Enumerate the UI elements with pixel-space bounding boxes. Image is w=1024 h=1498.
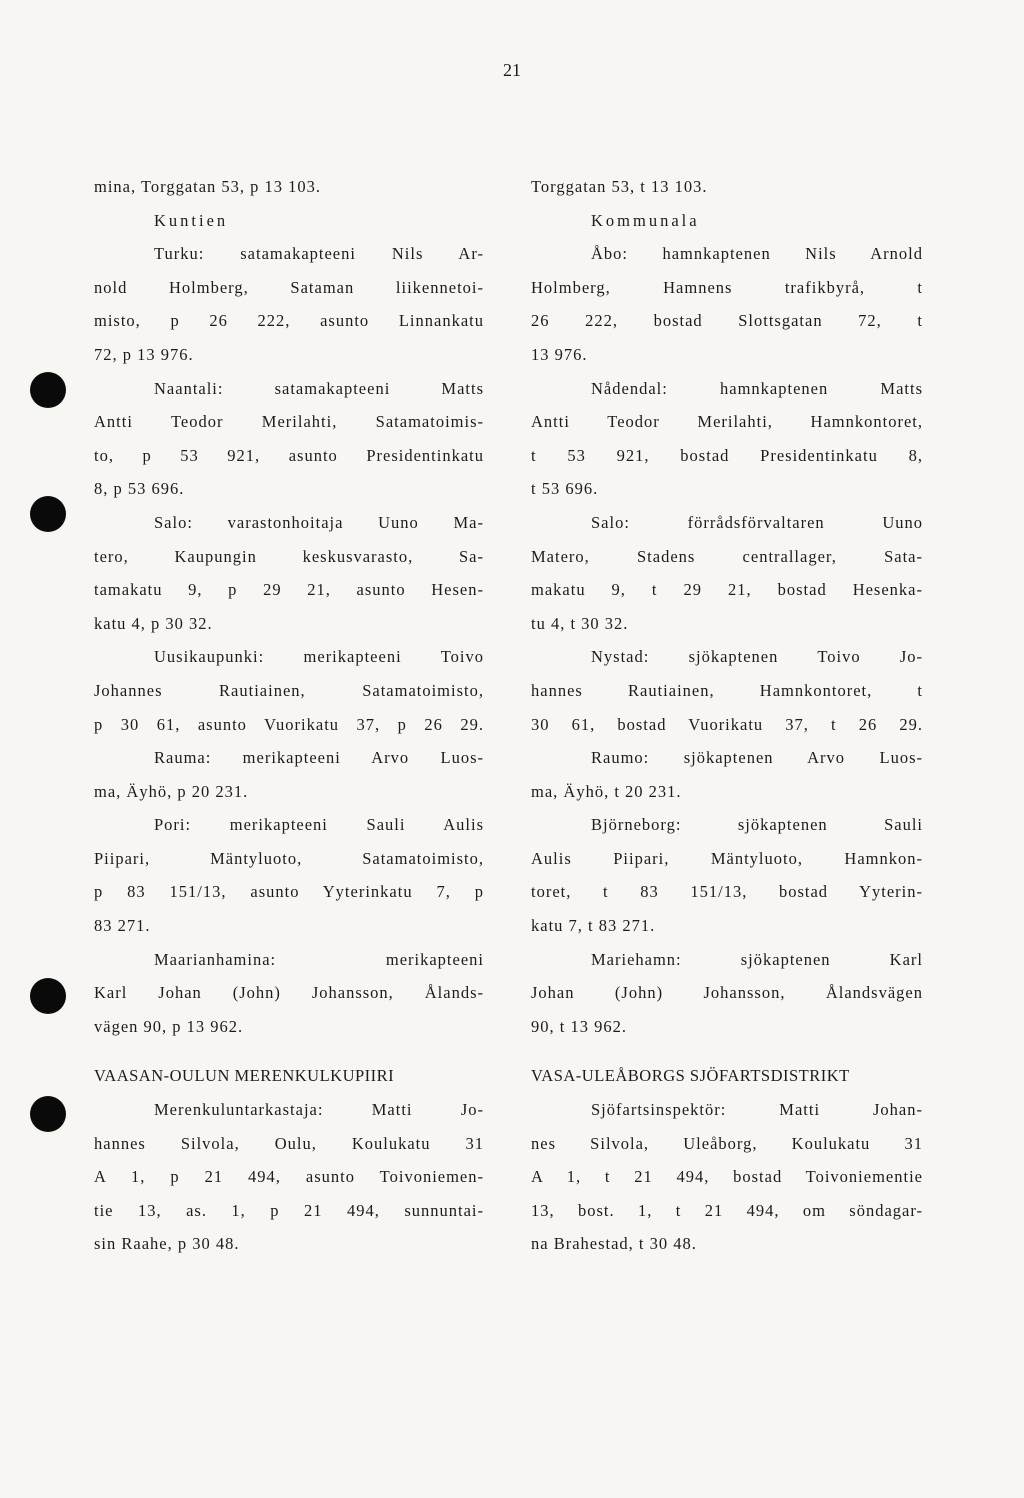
- text-line: Johannes Rautiainen, Satamatoimisto,: [94, 680, 484, 700]
- text-line: 26 222, bostad Slottsgatan 72, t: [531, 311, 923, 331]
- text-line: Nystad: sjökaptenen Toivo Jo-: [591, 647, 923, 667]
- text-line: t 53 921, bostad Presidentinkatu 8,: [531, 445, 923, 465]
- text-line: Raumo: sjökaptenen Arvo Luos-: [591, 748, 923, 768]
- text-line: A 1, t 21 494, bostad Toivoniementie: [531, 1167, 923, 1187]
- punch-hole: [30, 496, 66, 532]
- text-line: 30 61, bostad Vuorikatu 37, t 26 29.: [531, 714, 923, 734]
- finnish-text-column: [94, 170, 484, 1261]
- text-line: Björneborg: sjökaptenen Sauli: [591, 815, 923, 835]
- text-line: mina, Torggatan 53, p 13 103.: [94, 177, 322, 196]
- text-line: Piipari, Mäntyluoto, Satamatoimisto,: [94, 848, 484, 868]
- text-line: Torggatan 53, t 13 103.: [531, 177, 708, 196]
- text-line: ma, Äyhö, t 20 231.: [531, 781, 682, 801]
- text-line: toret, t 83 151/13, bostad Yyterin-: [531, 882, 923, 902]
- text-line: Karl Johan (John) Johansson, Ålands-: [94, 983, 484, 1003]
- text-line: nes Silvola, Uleåborg, Koulukatu 31: [531, 1133, 923, 1153]
- text-line: makatu 9, t 29 21, bostad Hesenka-: [531, 580, 923, 600]
- text-line: katu 4, p 30 32.: [94, 613, 213, 633]
- text-line: Turku: satamakapteeni Nils Ar-: [154, 244, 484, 264]
- text-line: na Brahestad, t 30 48.: [531, 1234, 697, 1254]
- text-line: Sjöfartsinspektör: Matti Johan-: [591, 1100, 923, 1120]
- text-line: 13, bost. 1, t 21 494, om söndagar-: [531, 1200, 923, 1220]
- text-line: Aulis Piipari, Mäntyluoto, Hamnkon-: [531, 848, 923, 868]
- swedish-text-column: [531, 170, 923, 1261]
- text-line: Pori: merikapteeni Sauli Aulis: [154, 815, 484, 835]
- text-line: Maarianhamina: merikapteeni: [154, 949, 484, 969]
- text-line: 8, p 53 696.: [94, 479, 185, 499]
- text-line: Uusikaupunki: merikapteeni Toivo: [154, 647, 484, 667]
- text-line: Holmberg, Hamnens trafikbyrå, t: [531, 277, 923, 297]
- text-line: Antti Teodor Merilahti, Hamnkontoret,: [531, 412, 923, 432]
- text-line: misto, p 26 222, asunto Linnankatu: [94, 311, 484, 331]
- text-line: to, p 53 921, asunto Presidentinkatu: [94, 445, 484, 465]
- text-line: Mariehamn: sjökaptenen Karl: [591, 949, 923, 969]
- text-line: Naantali: satamakapteeni Matts: [154, 378, 484, 398]
- text-line: tu 4, t 30 32.: [531, 613, 629, 633]
- section-heading: VAASAN-OULUN MERENKULKUPIIRI: [94, 1066, 395, 1086]
- text-line: Kommunala: [591, 210, 700, 230]
- text-line: p 83 151/13, asunto Yyterinkatu 7, p: [94, 882, 484, 902]
- text-line: Kuntien: [154, 210, 229, 230]
- punch-hole: [30, 372, 66, 408]
- text-line: katu 7, t 83 271.: [531, 916, 656, 936]
- text-line: p 30 61, asunto Vuorikatu 37, p 26 29.: [94, 714, 484, 734]
- text-line: tamakatu 9, p 29 21, asunto Hesen-: [94, 580, 484, 600]
- text-line: Merenkuluntarkastaja: Matti Jo-: [154, 1100, 484, 1120]
- text-line: Matero, Stadens centrallager, Sata-: [531, 546, 923, 566]
- text-line: vägen 90, p 13 962.: [94, 1016, 244, 1036]
- page-number: 21: [503, 60, 521, 80]
- text-line: 72, p 13 976.: [94, 344, 194, 364]
- text-line: hannes Rautiainen, Hamnkontoret, t: [531, 680, 923, 700]
- text-line: tero, Kaupungin keskusvarasto, Sa-: [94, 546, 484, 566]
- text-line: Salo: varastonhoitaja Uuno Ma-: [154, 512, 484, 532]
- text-line: 83 271.: [94, 916, 151, 936]
- text-line: nold Holmberg, Sataman liikennetoi-: [94, 277, 484, 297]
- text-line: 90, t 13 962.: [531, 1016, 627, 1036]
- text-line: 13 976.: [531, 344, 588, 364]
- text-line: sin Raahe, p 30 48.: [94, 1234, 240, 1254]
- text-line: t 53 696.: [531, 479, 599, 499]
- text-line: Åbo: hamnkaptenen Nils Arnold: [591, 244, 923, 264]
- text-line: Nådendal: hamnkaptenen Matts: [591, 378, 923, 398]
- text-line: ma, Äyhö, p 20 231.: [94, 781, 249, 801]
- punch-hole: [30, 978, 66, 1014]
- punch-hole: [30, 1096, 66, 1132]
- text-line: Salo: förrådsförvaltaren Uuno: [591, 512, 923, 532]
- text-line: Rauma: merikapteeni Arvo Luos-: [154, 748, 484, 768]
- text-line: Johan (John) Johansson, Ålandsvägen: [531, 983, 923, 1003]
- section-heading: VASA-ULEÅBORGS SJÖFARTSDISTRIKT: [531, 1066, 850, 1086]
- text-line: A 1, p 21 494, asunto Toivoniemen-: [94, 1167, 484, 1187]
- text-line: tie 13, as. 1, p 21 494, sunnuntai-: [94, 1200, 484, 1220]
- text-line: hannes Silvola, Oulu, Koulukatu 31: [94, 1133, 484, 1153]
- text-line: Antti Teodor Merilahti, Satamatoimis-: [94, 412, 484, 432]
